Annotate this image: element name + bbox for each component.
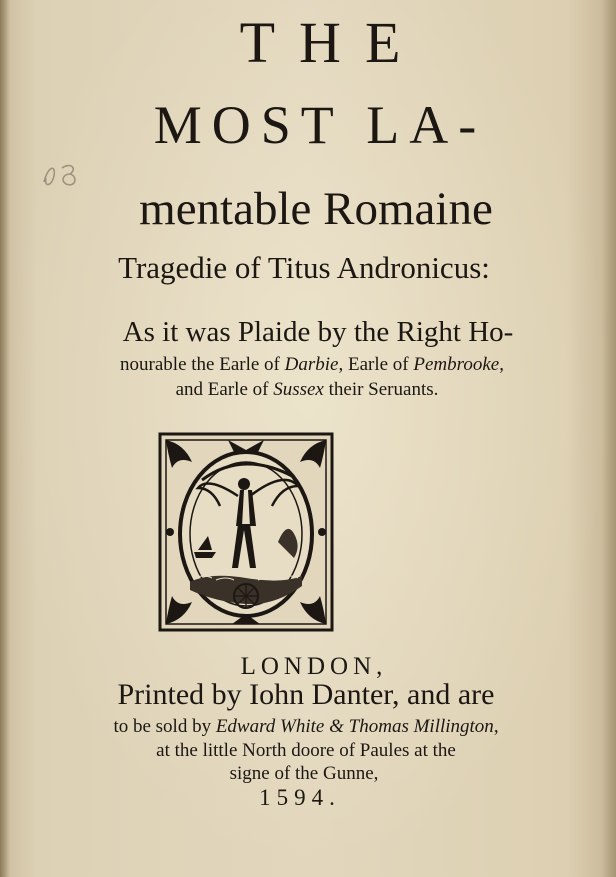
imprint-city: LONDON, bbox=[240, 653, 388, 680]
seller-edward-white: Edward White bbox=[215, 716, 325, 737]
ampersand: & bbox=[324, 716, 349, 737]
imprint-printer: Printed by Iohn Danter, and are bbox=[117, 678, 495, 711]
subtitle-text: nourable the Earle of bbox=[120, 354, 285, 375]
title-line-mentable: mentable Romaine bbox=[139, 183, 493, 235]
title-line-most: MOST LA- bbox=[153, 95, 487, 155]
title-line-tragedie: Tragedie of Titus Andronicus: bbox=[118, 250, 490, 285]
subtitle-text: , Earle of bbox=[338, 354, 414, 375]
subtitle-line-plaide: As it was Plaide by the Right Ho- bbox=[122, 316, 514, 348]
printers-device-woodcut bbox=[158, 432, 334, 632]
subtitle-line-sussex bbox=[0, 380, 615, 399]
imprint-signe: signe of the Gunne, bbox=[229, 763, 379, 784]
patron-pembrooke: Pembrooke bbox=[413, 354, 500, 375]
subtitle-line-honourable bbox=[4, 355, 616, 374]
title-line-the: THE bbox=[239, 10, 425, 75]
seller-thomas-millington: Thomas Millington bbox=[348, 716, 494, 737]
patron-sussex: Sussex bbox=[273, 379, 324, 400]
imprint-year: 1594. bbox=[259, 785, 341, 810]
patron-darbie: Darbie bbox=[284, 354, 339, 375]
imprint-sellers bbox=[0, 717, 614, 736]
imprint-text: to be sold by bbox=[113, 716, 216, 737]
subtitle-text: , bbox=[499, 354, 504, 375]
subtitle-text: their Seruants. bbox=[323, 379, 439, 400]
imprint-text: , bbox=[493, 716, 499, 737]
subtitle-text: and Earle of bbox=[175, 379, 274, 400]
imprint-location: at the little North doore of Paules at the bbox=[156, 740, 456, 761]
